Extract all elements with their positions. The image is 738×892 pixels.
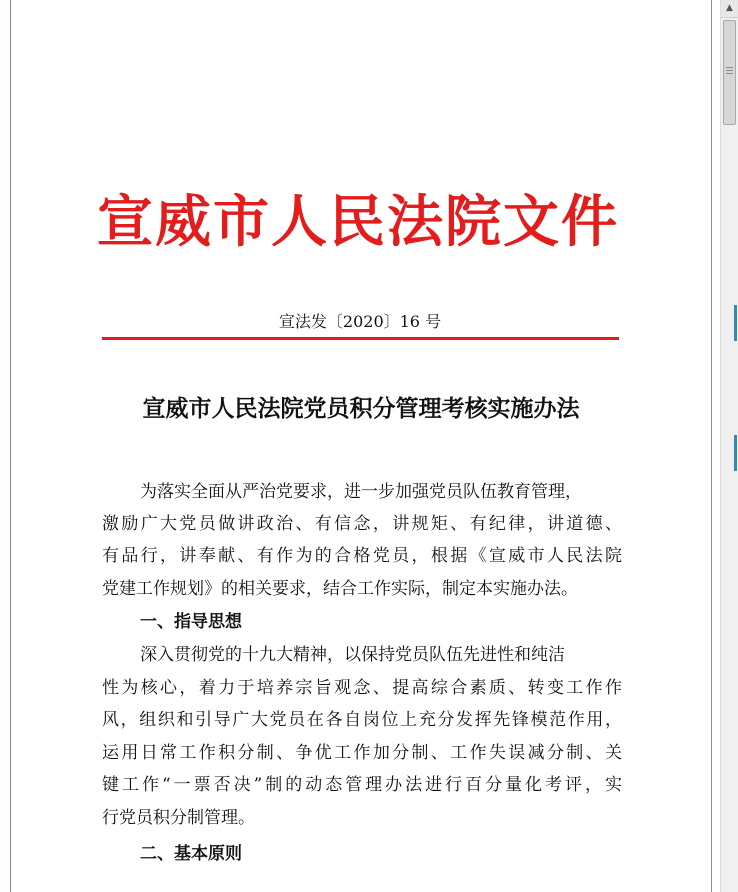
intro-line: 有品行，讲奉献、有作为的合格党员，根据《宣威市人民法院 bbox=[102, 546, 622, 566]
grip-line bbox=[726, 73, 733, 74]
intro-line: 激励广大党员做讲政治、有信念，讲规矩、有纪律，讲道德、 bbox=[102, 514, 622, 534]
section-line: 键工作“一票否决”制的动态管理办法进行百分量化考评，实 bbox=[102, 775, 622, 795]
grip-line bbox=[726, 70, 733, 71]
section-line: 行党员积分制管理。 bbox=[102, 808, 255, 828]
scroll-up-arrow-icon[interactable]: ▲ bbox=[721, 0, 738, 18]
edge-marker bbox=[734, 435, 737, 471]
edge-marker bbox=[734, 305, 737, 341]
section-line: 运用日常工作积分制、争优工作加分制、工作失误减分制、关 bbox=[102, 743, 622, 763]
section-heading-guiding-ideology: 一、指导思想 bbox=[140, 612, 242, 632]
intro-line: 党建工作规划》的相关要求，结合工作实际，制定本实施办法。 bbox=[102, 579, 578, 599]
red-divider-line bbox=[102, 337, 619, 340]
grip-line bbox=[726, 67, 733, 68]
scrollbar-thumb[interactable] bbox=[723, 20, 736, 125]
section-line: 风，组织和引导广大党员在各自岗位上充分发挥先锋模范作用， bbox=[102, 710, 622, 730]
intro-line: 为落实全面从严治党要求，进一步加强党员队伍教育管理， bbox=[140, 482, 582, 502]
section-heading-basic-principles: 二、基本原则 bbox=[140, 844, 242, 864]
red-header-title: 宣威市人民法院文件 bbox=[97, 189, 619, 255]
section-line: 深入贯彻党的十九大精神，以保持党员队伍先进性和纯洁 bbox=[140, 645, 565, 665]
section-line: 性为核心，着力于培养宗旨观念、提高综合素质、转变工作作 bbox=[102, 678, 622, 698]
document-number: 宣法发〔2020〕16 号 bbox=[278, 312, 442, 331]
document-title: 宣威市人民法院党员积分管理考核实施办法 bbox=[142, 395, 580, 422]
